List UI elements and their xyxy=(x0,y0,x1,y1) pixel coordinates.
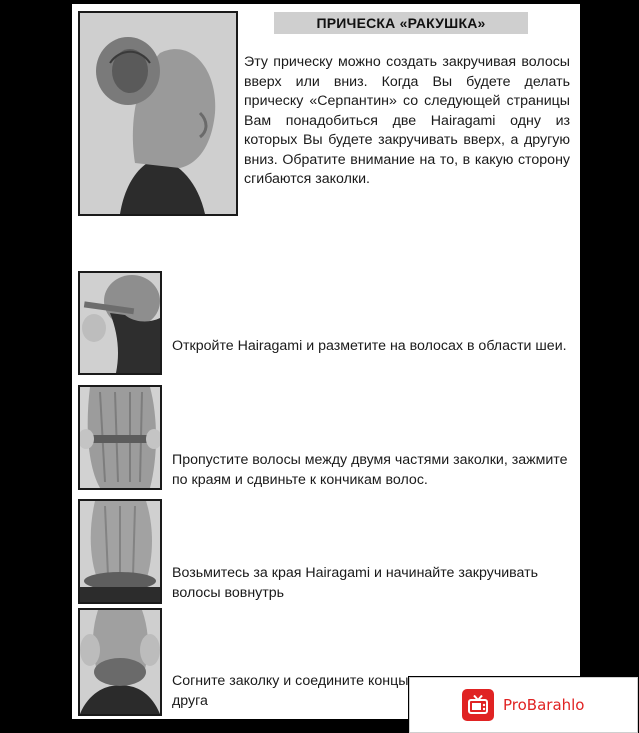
intro-paragraph: Эту прическу можно создать закручивая волосы вверх или вниз. Когда Вы будете делать прическу «Серпантин» со следующей страницы Вам понадобиться две Hairagami одну из которых Вы будете закручивать вверх, а другую вниз. Обратите внимание на то, в какую сторону сгибаются заколки. xyxy=(244,54,570,187)
watermark-label: ProBarahlo xyxy=(503,696,585,714)
step-4-photo xyxy=(78,608,162,716)
hairstyle-photo xyxy=(78,11,238,216)
step-1-text: Откройте Hairagami и разметите на волосах в области шеи. xyxy=(172,338,567,354)
document-page xyxy=(72,4,580,719)
step-3-photo xyxy=(78,499,162,604)
step-4-text: Согните заколку и соедините концы друга xyxy=(172,673,409,709)
watermark-banner[interactable] xyxy=(409,677,638,733)
step-2-photo xyxy=(78,385,162,490)
step-1-photo xyxy=(78,271,162,375)
step-2-text: Пропустите волосы между двумя частями заколки, зажмите по краям и сдвиньте к кончикам волос. xyxy=(172,452,568,488)
step-3-text: Возьмитесь за края Hairagami и начинайте закручивать волосы вовнутрь xyxy=(172,565,538,601)
tv-icon xyxy=(462,689,494,721)
page-title: ПРИЧЕСКА «РАКУШКА» xyxy=(274,12,528,34)
